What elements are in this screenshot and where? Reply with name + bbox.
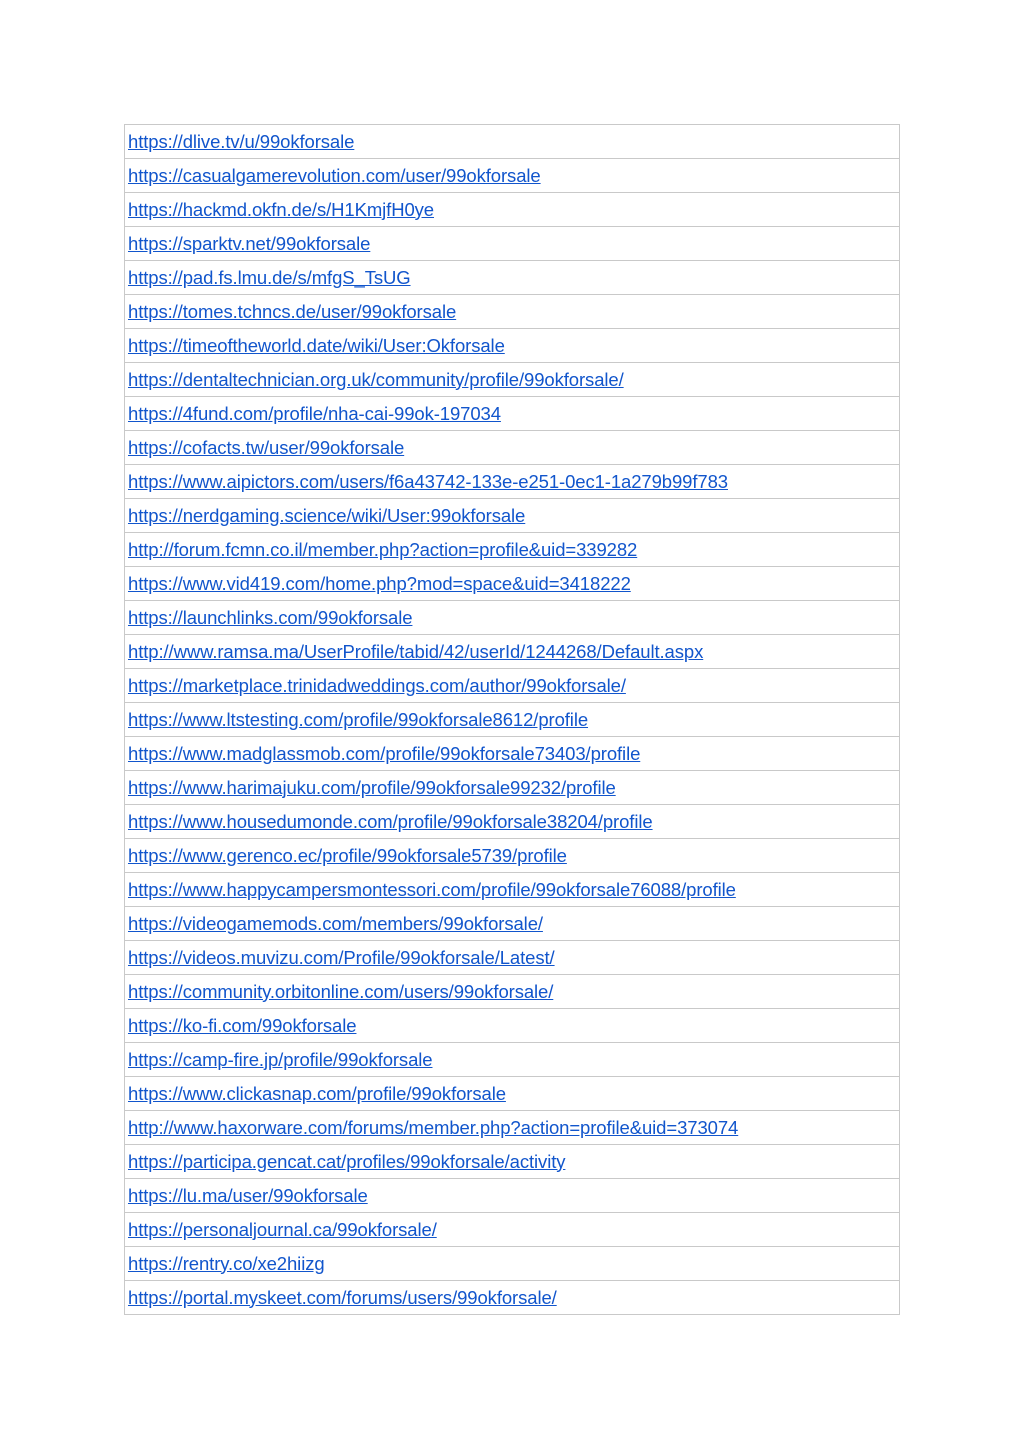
table-cell bbox=[125, 737, 900, 771]
table-row bbox=[125, 397, 900, 431]
table-cell bbox=[125, 635, 900, 669]
profile-link[interactable]: https://videogamemods.com/members/99okforsale/ bbox=[128, 912, 543, 934]
profile-link[interactable]: https://rentry.co/xe2hiizg bbox=[128, 1252, 325, 1274]
profile-link[interactable]: https://ko-fi.com/99okforsale bbox=[128, 1014, 357, 1036]
table-row bbox=[125, 805, 900, 839]
table-cell bbox=[125, 363, 900, 397]
profile-link[interactable]: https://camp-fire.jp/profile/99okforsale bbox=[128, 1048, 433, 1070]
profile-link[interactable]: https://community.orbitonline.com/users/99okforsale/ bbox=[128, 980, 554, 1002]
profile-link[interactable]: http://www.haxorware.com/forums/member.php?action=profile&uid=373074 bbox=[128, 1116, 739, 1138]
profile-link[interactable]: https://www.ltstesting.com/profile/99okforsale8612/profile bbox=[128, 708, 589, 730]
profile-link[interactable]: https://portal.myskeet.com/forums/users/99okforsale/ bbox=[128, 1286, 557, 1308]
table-row bbox=[125, 771, 900, 805]
table-cell bbox=[125, 465, 900, 499]
table-cell bbox=[125, 1281, 900, 1315]
table-row bbox=[125, 873, 900, 907]
table-cell bbox=[125, 771, 900, 805]
table-cell bbox=[125, 1009, 900, 1043]
table-row bbox=[125, 907, 900, 941]
table-cell bbox=[125, 1213, 900, 1247]
table-cell bbox=[125, 1077, 900, 1111]
table-row bbox=[125, 567, 900, 601]
table-cell bbox=[125, 1043, 900, 1077]
table-row bbox=[125, 975, 900, 1009]
table-cell bbox=[125, 1247, 900, 1281]
table-row bbox=[125, 431, 900, 465]
table-cell bbox=[125, 329, 900, 363]
profile-link[interactable]: https://launchlinks.com/99okforsale bbox=[128, 606, 413, 628]
table-cell bbox=[125, 1111, 900, 1145]
table-cell bbox=[125, 805, 900, 839]
table-row bbox=[125, 1145, 900, 1179]
profile-link[interactable]: https://www.happycampersmontessori.com/profile/99okforsale76088/profile bbox=[128, 878, 736, 900]
profile-link[interactable]: https://sparktv.net/99okforsale bbox=[128, 232, 371, 254]
table-cell bbox=[125, 431, 900, 465]
profile-link[interactable]: https://marketplace.trinidadweddings.com/author/99okforsale/ bbox=[128, 674, 626, 696]
table-cell bbox=[125, 499, 900, 533]
table-row bbox=[125, 1179, 900, 1213]
table-row bbox=[125, 737, 900, 771]
table-cell bbox=[125, 193, 900, 227]
profile-link[interactable]: https://pad.fs.lmu.de/s/mfgS_TsUG bbox=[128, 266, 411, 288]
table-row bbox=[125, 1111, 900, 1145]
profile-link[interactable]: https://www.clickasnap.com/profile/99okforsale bbox=[128, 1082, 506, 1104]
table-row bbox=[125, 703, 900, 737]
table-row bbox=[125, 125, 900, 159]
table-row bbox=[125, 227, 900, 261]
table-cell bbox=[125, 295, 900, 329]
profile-link[interactable]: https://www.madglassmob.com/profile/99okforsale73403/profile bbox=[128, 742, 641, 764]
table-row bbox=[125, 1009, 900, 1043]
table-row bbox=[125, 329, 900, 363]
table-row bbox=[125, 159, 900, 193]
table-row bbox=[125, 499, 900, 533]
table-row bbox=[125, 193, 900, 227]
profile-link[interactable]: https://www.gerenco.ec/profile/99okforsale5739/profile bbox=[128, 844, 567, 866]
table-row bbox=[125, 1281, 900, 1315]
table-row bbox=[125, 261, 900, 295]
table-cell bbox=[125, 533, 900, 567]
table-cell bbox=[125, 397, 900, 431]
profile-link[interactable]: https://hackmd.okfn.de/s/H1KmjfH0ye bbox=[128, 198, 434, 220]
table-row bbox=[125, 839, 900, 873]
table-row bbox=[125, 1247, 900, 1281]
links-table-body bbox=[125, 125, 900, 1315]
table-cell bbox=[125, 703, 900, 737]
table-cell bbox=[125, 975, 900, 1009]
table-cell bbox=[125, 873, 900, 907]
profile-link[interactable]: https://www.harimajuku.com/profile/99okforsale99232/profile bbox=[128, 776, 616, 798]
table-cell bbox=[125, 125, 900, 159]
table-cell bbox=[125, 1145, 900, 1179]
profile-link[interactable]: https://nerdgaming.science/wiki/User:99okforsale bbox=[128, 504, 526, 526]
profile-link[interactable]: https://videos.muvizu.com/Profile/99okforsale/Latest/ bbox=[128, 946, 555, 968]
profile-link[interactable]: https://dlive.tv/u/99okforsale bbox=[128, 130, 355, 152]
table-cell bbox=[125, 261, 900, 295]
profile-link[interactable]: https://timeoftheworld.date/wiki/User:Okforsale bbox=[128, 334, 505, 356]
table-cell bbox=[125, 907, 900, 941]
table-cell bbox=[125, 567, 900, 601]
table-row bbox=[125, 363, 900, 397]
profile-link[interactable]: https://www.housedumonde.com/profile/99okforsale38204/profile bbox=[128, 810, 653, 832]
table-row bbox=[125, 635, 900, 669]
profile-link[interactable]: https://www.vid419.com/home.php?mod=space&uid=3418222 bbox=[128, 572, 631, 594]
profile-link[interactable]: https://tomes.tchncs.de/user/99okforsale bbox=[128, 300, 457, 322]
profile-link[interactable]: https://www.aipictors.com/users/f6a43742-133e-e251-0ec1-1a279b99f783 bbox=[128, 470, 728, 492]
table-cell bbox=[125, 601, 900, 635]
table-row bbox=[125, 669, 900, 703]
table-cell bbox=[125, 159, 900, 193]
table-row bbox=[125, 533, 900, 567]
table-row bbox=[125, 1043, 900, 1077]
table-row bbox=[125, 601, 900, 635]
table-row bbox=[125, 1213, 900, 1247]
table-cell bbox=[125, 839, 900, 873]
profile-link[interactable]: https://casualgamerevolution.com/user/99okforsale bbox=[128, 164, 541, 186]
table-cell bbox=[125, 227, 900, 261]
table-row bbox=[125, 465, 900, 499]
profile-link[interactable]: http://www.ramsa.ma/UserProfile/tabid/42/userId/1244268/Default.aspx bbox=[128, 640, 704, 662]
profile-link[interactable]: https://lu.ma/user/99okforsale bbox=[128, 1184, 368, 1206]
profile-link[interactable]: https://participa.gencat.cat/profiles/99okforsale/activity bbox=[128, 1150, 566, 1172]
table-row bbox=[125, 295, 900, 329]
table-cell bbox=[125, 941, 900, 975]
table-row bbox=[125, 941, 900, 975]
profile-link[interactable]: https://dentaltechnician.org.uk/community/profile/99okforsale/ bbox=[128, 368, 624, 390]
profile-link[interactable]: http://forum.fcmn.co.il/member.php?action=profile&uid=339282 bbox=[128, 538, 638, 560]
table-cell bbox=[125, 669, 900, 703]
links-table bbox=[124, 124, 900, 1315]
profile-link[interactable]: https://4fund.com/profile/nha-cai-99ok-197034 bbox=[128, 402, 501, 424]
profile-link[interactable]: https://cofacts.tw/user/99okforsale bbox=[128, 436, 405, 458]
profile-link[interactable]: https://personaljournal.ca/99okforsale/ bbox=[128, 1218, 437, 1240]
table-row bbox=[125, 1077, 900, 1111]
table-cell bbox=[125, 1179, 900, 1213]
